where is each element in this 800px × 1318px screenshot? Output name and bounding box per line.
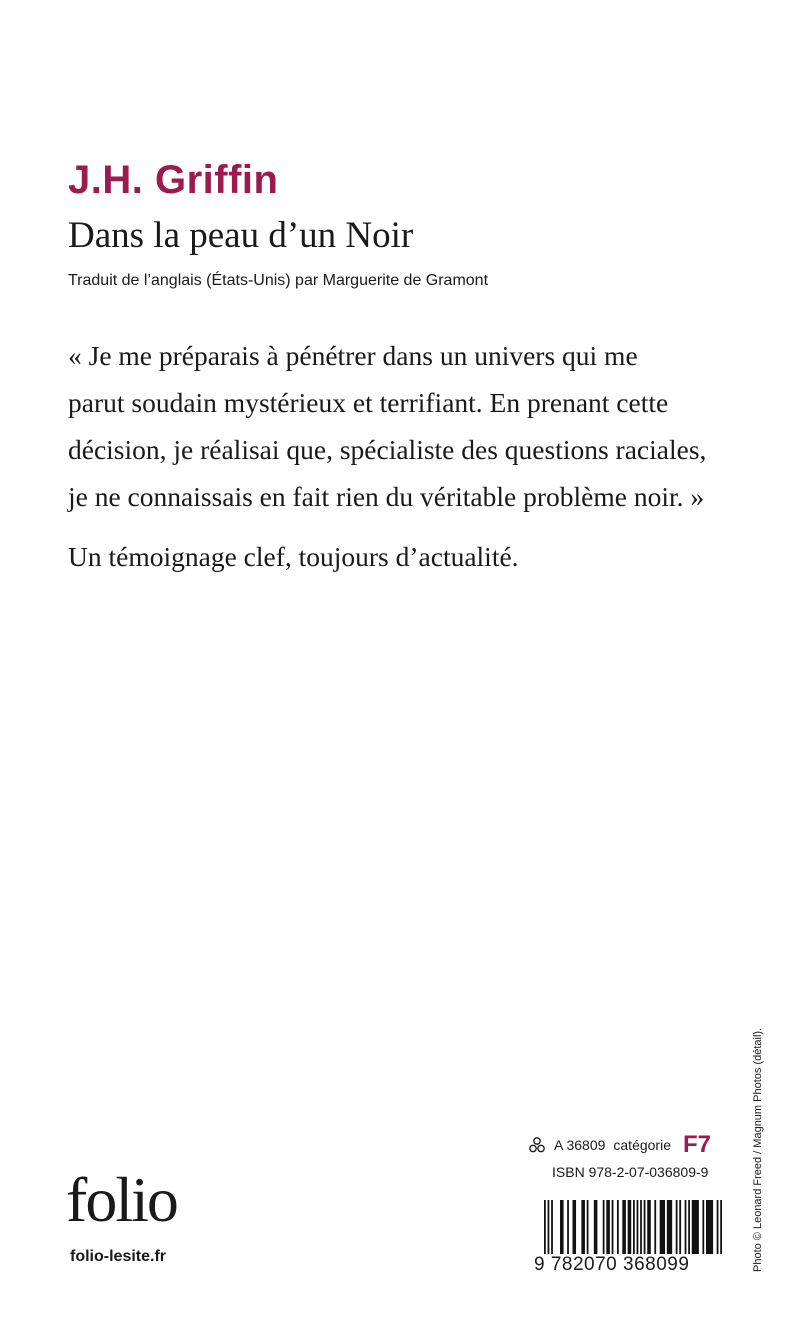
barcode-bar — [717, 1200, 719, 1254]
barcode-bar — [692, 1200, 699, 1254]
publisher-mark-icon — [528, 1136, 546, 1154]
barcode-bar — [676, 1200, 678, 1254]
barcode-bar — [706, 1200, 713, 1254]
barcode-digits: 9 782070 368099 — [534, 1254, 690, 1275]
barcode-bar — [560, 1200, 564, 1254]
barcode-bar — [594, 1200, 598, 1254]
barcode-bar — [603, 1200, 605, 1254]
barcode-bar — [688, 1200, 690, 1254]
category-label: catégorie — [613, 1137, 671, 1153]
barcode-bar — [544, 1200, 546, 1254]
photo-credit: Photo © Leonard Freed / Magnum Photos (détail). — [752, 1027, 764, 1272]
barcode-bar — [654, 1200, 656, 1254]
barcode-bar — [667, 1200, 672, 1254]
barcode-bar — [622, 1200, 626, 1254]
barcode-bar — [587, 1200, 589, 1254]
barcode-bar — [640, 1200, 642, 1254]
blurb-quote — [68, 332, 758, 520]
product-code: A 36809 — [554, 1137, 606, 1153]
barcode-bar — [685, 1200, 687, 1254]
isbn: ISBN 978-2-07-036809-9 — [552, 1164, 709, 1180]
category-value: F7 — [682, 1131, 711, 1158]
quote-line: décision, je réalisai que, spécialiste des questions raciales, — [68, 434, 707, 465]
author-name: J.H. Griffin — [68, 158, 279, 202]
barcode-bar — [628, 1200, 632, 1254]
barcode-bar — [548, 1200, 550, 1254]
quote-line: parut soudain mystérieux et terrifiant. En prenant cette — [68, 387, 669, 418]
barcode-bar — [581, 1200, 585, 1254]
barcode-bar — [637, 1200, 639, 1254]
barcode-bar — [572, 1200, 576, 1254]
barcode-bar — [679, 1200, 681, 1254]
barcode-bar — [612, 1200, 614, 1254]
website-link[interactable]: folio-lesite.fr — [70, 1248, 167, 1265]
barcode-bar — [617, 1200, 619, 1254]
codes-block — [528, 1131, 728, 1275]
barcode-bar — [606, 1200, 610, 1254]
barcode-bar — [633, 1200, 635, 1254]
quote-line: je ne connaissais en fait rien du véritable problème noir. » — [68, 481, 705, 512]
barcode — [544, 1200, 722, 1254]
quote-line: « Je me préparais à pénétrer dans un univers qui me — [68, 340, 638, 371]
barcode-bar — [644, 1200, 646, 1254]
barcode-bar — [702, 1200, 704, 1254]
barcode-bar — [551, 1200, 553, 1254]
folio-logo: folio — [66, 1164, 177, 1235]
translator-credit: Traduit de l’anglais (États-Unis) par Marguerite de Gramont — [68, 272, 489, 289]
barcode-bar — [647, 1200, 651, 1254]
barcode-bar — [720, 1200, 722, 1254]
book-title: Dans la peau d’un Noir — [68, 215, 414, 256]
barcode-bar — [660, 1200, 665, 1254]
tagline: Un témoignage clef, toujours d’actualité. — [68, 541, 519, 572]
barcode-bar — [567, 1200, 569, 1254]
